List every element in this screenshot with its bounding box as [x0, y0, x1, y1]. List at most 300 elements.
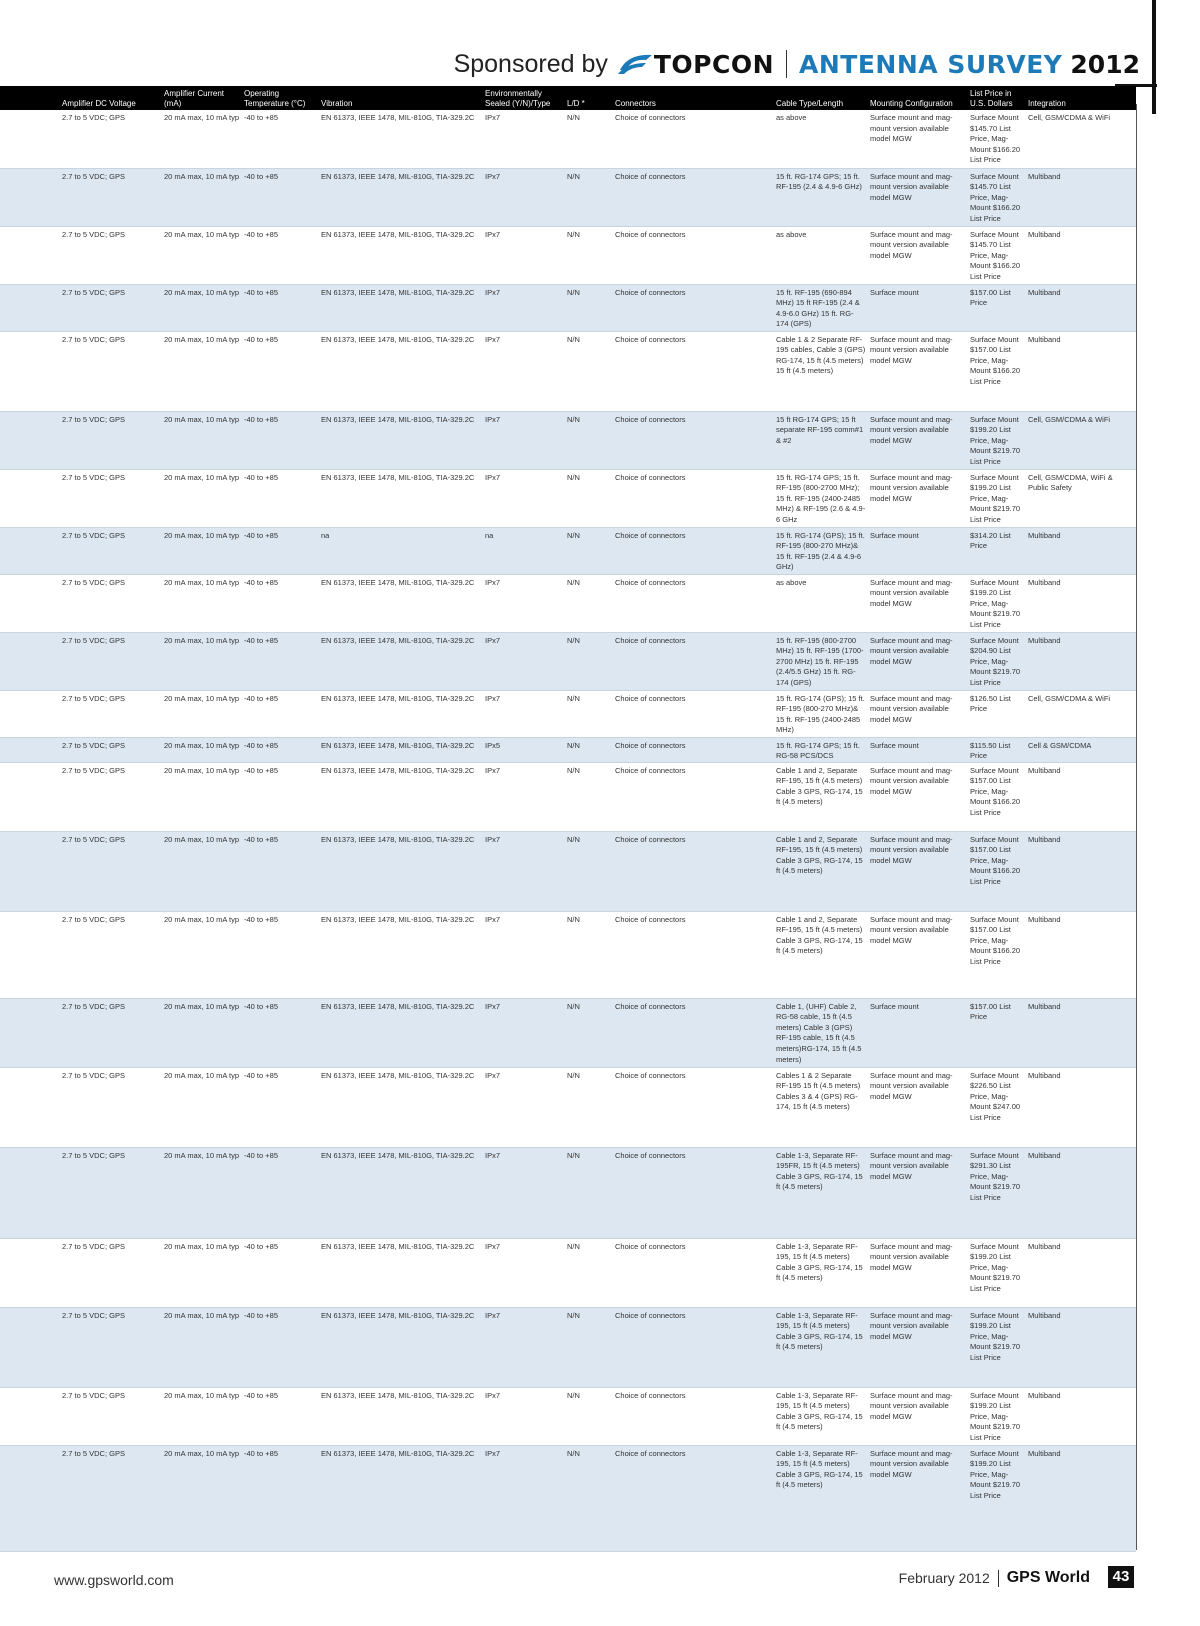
- table-cell: Multiband: [1028, 1448, 1061, 1458]
- column-header: Cable Type/Length: [776, 99, 844, 108]
- table-cell: N/N: [567, 287, 580, 297]
- table-cell: Choice of connectors: [615, 414, 686, 424]
- table-cell: Choice of connectors: [615, 1150, 686, 1160]
- table-cell: Surface mount and mag-mount version available model MGW: [870, 1448, 953, 1479]
- table-cell: IPx7: [485, 1310, 501, 1320]
- table-row: [0, 911, 1136, 998]
- row-spacer: [0, 1387, 60, 1445]
- table-cell: -40 to +85: [244, 334, 278, 344]
- table-cell: Cables 1 & 2 Separate RF-195 15 ft (4.5 meters) Cables 3 & 4 (GPS) RG-174, 15 ft (4.5 meters): [776, 1070, 861, 1112]
- table-cell: Surface mount and mag-mount version available model MGW: [870, 914, 953, 945]
- table-row: [0, 168, 1136, 226]
- table-cell: Multiband: [1028, 765, 1061, 775]
- table-row: [0, 1067, 1136, 1147]
- table-cell: -40 to +85: [244, 229, 278, 239]
- table-cell: 20 mA max, 10 mA typ: [164, 1310, 240, 1320]
- table-cell: IPx7: [485, 414, 501, 424]
- table-cell: 2.7 to 5 VDC; GPS: [62, 171, 125, 181]
- table-cell: 15 ft. RG-174 (GPS); 15 ft. RF-195 (800-270 MHz)& 15 ft. RF-195 (2.4 & 4.9-6 GHz): [776, 530, 865, 572]
- table-cell: 20 mA max, 10 mA typ: [164, 414, 240, 424]
- table-cell: Choice of connectors: [615, 334, 686, 344]
- table-cell: EN 61373, IEEE 1478, MIL-810G, TIA-329.2C: [321, 1150, 475, 1160]
- table-cell: N/N: [567, 1001, 580, 1011]
- table-cell: -40 to +85: [244, 530, 278, 540]
- table-cell: -40 to +85: [244, 834, 278, 844]
- table-cell: N/N: [567, 1390, 580, 1400]
- table-cell: Cell & GSM/CDMA: [1028, 740, 1092, 750]
- row-spacer: [0, 911, 60, 998]
- table-cell: Multiband: [1028, 530, 1061, 540]
- table-cell: Choice of connectors: [615, 1001, 686, 1011]
- row-spacer: [0, 831, 60, 911]
- table-cell: 20 mA max, 10 mA typ: [164, 1070, 240, 1080]
- column-header: Integration: [1028, 99, 1066, 108]
- table-cell: Surface Mount $204.90 List Price, Mag-Mount $219.70 List Price: [970, 635, 1021, 687]
- table-cell: EN 61373, IEEE 1478, MIL-810G, TIA-329.2C: [321, 693, 475, 703]
- table-cell: Cable 1-3, Separate RF-195, 15 ft (4.5 meters) Cable 3 GPS, RG-174, 15 ft (4.5 meters): [776, 1241, 863, 1283]
- column-header: Vibration: [321, 99, 353, 108]
- table-cell: 2.7 to 5 VDC; GPS: [62, 740, 125, 750]
- table-cell: 2.7 to 5 VDC; GPS: [62, 113, 125, 122]
- table-cell: N/N: [567, 229, 580, 239]
- table-cell: Cable 1-3, Separate RF-195, 15 ft (4.5 meters) Cable 3 GPS, RG-174, 15 ft (4.5 meters): [776, 1390, 863, 1432]
- table-cell: 20 mA max, 10 mA typ: [164, 1001, 240, 1011]
- table-cell: EN 61373, IEEE 1478, MIL-810G, TIA-329.2C: [321, 113, 475, 122]
- table-cell: IPx7: [485, 1448, 501, 1458]
- table-cell: IPx7: [485, 472, 501, 482]
- table-cell: Multiband: [1028, 1001, 1061, 1011]
- table-cell: Surface mount and mag-mount version available model MGW: [870, 229, 953, 260]
- row-spacer: [0, 762, 60, 831]
- table-cell: Choice of connectors: [615, 834, 686, 844]
- antenna-spec-table: [0, 86, 1136, 1552]
- table-cell: Surface mount and mag-mount version available model MGW: [870, 171, 953, 202]
- table-cell: Choice of connectors: [615, 113, 686, 122]
- table-cell: Choice of connectors: [615, 1448, 686, 1458]
- row-spacer: [0, 998, 60, 1067]
- table-cell: Choice of connectors: [615, 1241, 686, 1251]
- table-cell: na: [485, 530, 494, 540]
- table-header-row: [0, 86, 1136, 110]
- table-cell: 2.7 to 5 VDC; GPS: [62, 472, 125, 482]
- table-cell: 2.7 to 5 VDC; GPS: [62, 229, 125, 239]
- table-row: [0, 1147, 1136, 1238]
- table-cell: -40 to +85: [244, 635, 278, 645]
- table-cell: -40 to +85: [244, 414, 278, 424]
- table-cell: 2.7 to 5 VDC; GPS: [62, 693, 125, 703]
- table-cell: -40 to +85: [244, 914, 278, 924]
- page-edge-rule: [1152, 0, 1156, 114]
- table-cell: 2.7 to 5 VDC; GPS: [62, 914, 125, 924]
- table-row: [0, 737, 1136, 762]
- table-cell: IPx7: [485, 635, 501, 645]
- table-cell: 15 ft. RG-174 GPS; 15 ft. RG-58 PCS/DCS: [776, 740, 860, 761]
- table-cell: Choice of connectors: [615, 530, 686, 540]
- table-cell: 20 mA max, 10 mA typ: [164, 693, 240, 703]
- table-row: [0, 331, 1136, 411]
- row-spacer: [0, 110, 60, 168]
- column-header: Amplifier DC Voltage: [62, 99, 136, 108]
- table-cell: 2.7 to 5 VDC; GPS: [62, 1241, 125, 1251]
- table-cell: Choice of connectors: [615, 287, 686, 297]
- row-spacer: [0, 226, 60, 284]
- table-cell: Surface Mount $291.30 List Price, Mag-Mount $219.70 List Price: [970, 1150, 1021, 1203]
- topcon-logo: [616, 50, 774, 79]
- table-cell: N/N: [567, 1448, 580, 1458]
- table-cell: 2.7 to 5 VDC; GPS: [62, 577, 125, 587]
- table-cell: N/N: [567, 577, 580, 587]
- table-cell: Surface mount and mag-mount version available model MGW: [870, 765, 953, 796]
- table-cell: as above: [776, 229, 807, 239]
- table-cell: IPx7: [485, 834, 501, 844]
- table-cell: Surface Mount $145.70 List Price, Mag-Mount $166.20 List Price: [970, 229, 1021, 281]
- table-cell: Cell, GSM/CDMA & WiFi: [1028, 693, 1111, 703]
- table-cell: IPx7: [485, 1390, 501, 1400]
- header-divider: [786, 50, 787, 78]
- table-cell: Surface Mount $157.00 List Price, Mag-Mount $166.20 List Price: [970, 765, 1021, 818]
- table-cell: IPx7: [485, 1241, 501, 1251]
- table-row: [0, 284, 1136, 331]
- table-cell: Choice of connectors: [615, 472, 686, 482]
- table-cell: Cable 1-3, Separate RF-195FR, 15 ft (4.5 meters) Cable 3 GPS, RG-174, 15 ft (4.5 meters): [776, 1150, 863, 1192]
- table-cell: 2.7 to 5 VDC; GPS: [62, 1448, 125, 1458]
- table-cell: Cell, GSM/CDMA & WiFi: [1028, 414, 1111, 424]
- table-cell: Multiband: [1028, 1310, 1061, 1320]
- table-cell: EN 61373, IEEE 1478, MIL-810G, TIA-329.2C: [321, 334, 475, 344]
- table-cell: Multiband: [1028, 287, 1061, 297]
- table-cell: Cable 1 and 2, Separate RF-195, 15 ft (4.5 meters) Cable 3 GPS, RG-174, 15 ft (4.5 meters): [776, 834, 863, 876]
- row-spacer: [0, 1067, 60, 1147]
- table-cell: 2.7 to 5 VDC; GPS: [62, 1070, 125, 1080]
- table-cell: Cable 1 & 2 Separate RF-195 cables, Cable 3 (GPS) RG-174, 15 ft (4.5 meters) 15 ft (4.5 meters): [776, 334, 866, 376]
- table-cell: 15 ft. RF-195 (690-894 MHz) 15 ft RF-195 (2.4 & 4.9-6.0 GHz) 15 ft. RG-174 (GPS): [776, 287, 860, 329]
- table-cell: Surface Mount $157.00 List Price, Mag-Mount $166.20 List Price: [970, 334, 1021, 386]
- table-cell: -40 to +85: [244, 765, 278, 775]
- row-spacer: [0, 1238, 60, 1307]
- table-cell: N/N: [567, 693, 580, 703]
- column-header: Mounting Configuration: [870, 99, 953, 108]
- table-cell: Cell, GSM/CDMA & WiFi: [1028, 113, 1111, 122]
- table-cell: Surface Mount $157.00 List Price, Mag-Mount $166.20 List Price: [970, 834, 1021, 887]
- table-cell: EN 61373, IEEE 1478, MIL-810G, TIA-329.2C: [321, 171, 475, 181]
- table-cell: IPx5: [485, 740, 501, 750]
- table-cell: EN 61373, IEEE 1478, MIL-810G, TIA-329.2C: [321, 577, 475, 587]
- table-cell: Multiband: [1028, 577, 1061, 587]
- table-row: [0, 527, 1136, 574]
- table-cell: 2.7 to 5 VDC; GPS: [62, 530, 125, 540]
- table-cell: Surface mount and mag-mount version available model MGW: [870, 334, 953, 365]
- row-spacer: [0, 168, 60, 226]
- table-cell: IPx7: [485, 1150, 501, 1160]
- table-cell: as above: [776, 577, 807, 587]
- table-row: [0, 690, 1136, 737]
- row-spacer: [0, 1445, 60, 1551]
- table-cell: Choice of connectors: [615, 1310, 686, 1320]
- row-spacer: [0, 574, 60, 632]
- table-row: [0, 411, 1136, 469]
- header-spacer: [0, 86, 60, 110]
- row-spacer: [0, 632, 60, 690]
- table-cell: 2.7 to 5 VDC; GPS: [62, 635, 125, 645]
- table-cell: Surface Mount $145.70 List Price, Mag-Mount $166.20 List Price: [970, 171, 1021, 223]
- table-cell: IPx7: [485, 914, 501, 924]
- table-cell: 20 mA max, 10 mA typ: [164, 914, 240, 924]
- table-cell: IPx7: [485, 1070, 501, 1080]
- table-cell: N/N: [567, 1150, 580, 1160]
- table-cell: Cell, GSM/CDMA, WiFi & Public Safety: [1028, 472, 1113, 493]
- survey-year: 2012: [1070, 49, 1140, 79]
- table-row: [0, 1307, 1136, 1387]
- table-cell: Surface mount and mag-mount version available model MGW: [870, 1150, 953, 1181]
- table-cell: N/N: [567, 530, 580, 540]
- table-cell: Surface mount and mag-mount version available model MGW: [870, 414, 953, 445]
- page-number: 43: [1108, 1566, 1134, 1588]
- table-cell: IPx7: [485, 693, 501, 703]
- table-cell: Surface Mount $199.20 List Price, Mag-Mount $219.70 List Price: [970, 414, 1021, 466]
- table-cell: IPx7: [485, 229, 501, 239]
- table-cell: 2.7 to 5 VDC; GPS: [62, 287, 125, 297]
- sponsor-banner: [454, 44, 1140, 84]
- table-cell: Choice of connectors: [615, 229, 686, 239]
- table-cell: N/N: [567, 334, 580, 344]
- table-cell: N/N: [567, 472, 580, 482]
- table-cell: IPx7: [485, 334, 501, 344]
- table-cell: 2.7 to 5 VDC; GPS: [62, 334, 125, 344]
- table-cell: 2.7 to 5 VDC; GPS: [62, 765, 125, 775]
- table-cell: Choice of connectors: [615, 577, 686, 587]
- table-cell: 20 mA max, 10 mA typ: [164, 472, 240, 482]
- table-cell: Surface mount: [870, 530, 919, 540]
- table-cell: -40 to +85: [244, 1001, 278, 1011]
- column-header: L/D *: [567, 99, 585, 108]
- table-cell: 20 mA max, 10 mA typ: [164, 577, 240, 587]
- table-cell: EN 61373, IEEE 1478, MIL-810G, TIA-329.2C: [321, 740, 475, 750]
- column-header: Connectors: [615, 99, 656, 108]
- table-cell: N/N: [567, 834, 580, 844]
- table-cell: Multiband: [1028, 635, 1061, 645]
- table-row: [0, 632, 1136, 690]
- table-cell: 2.7 to 5 VDC; GPS: [62, 1390, 125, 1400]
- footer-magazine-name: GPS World: [1006, 1569, 1090, 1586]
- table-cell: IPx7: [485, 113, 501, 122]
- footer-issue-date: February 2012: [898, 1570, 990, 1586]
- table-cell: Choice of connectors: [615, 1390, 686, 1400]
- table-cell: Surface Mount $199.20 List Price, Mag-Mount $219.70 List Price: [970, 1448, 1021, 1501]
- table-cell: N/N: [567, 1241, 580, 1251]
- table-cell: Multiband: [1028, 229, 1061, 239]
- table-cell: Surface mount and mag-mount version available model MGW: [870, 472, 953, 503]
- table-cell: 20 mA max, 10 mA typ: [164, 1241, 240, 1251]
- table-cell: -40 to +85: [244, 113, 278, 122]
- table-cell: Multiband: [1028, 1070, 1061, 1080]
- row-spacer: [0, 690, 60, 737]
- table-cell: 20 mA max, 10 mA typ: [164, 834, 240, 844]
- table-cell: 20 mA max, 10 mA typ: [164, 635, 240, 645]
- table-cell: 20 mA max, 10 mA typ: [164, 334, 240, 344]
- table-cell: Surface Mount $157.00 List Price, Mag-Mount $166.20 List Price: [970, 914, 1021, 967]
- table-cell: Surface mount: [870, 1001, 919, 1011]
- table-cell: N/N: [567, 1310, 580, 1320]
- table-cell: -40 to +85: [244, 1390, 278, 1400]
- table-cell: 20 mA max, 10 mA typ: [164, 1448, 240, 1458]
- table-cell: -40 to +85: [244, 693, 278, 703]
- table-cell: Multiband: [1028, 914, 1061, 924]
- table-cell: Surface mount and mag-mount version available model MGW: [870, 635, 953, 666]
- table-cell: Surface Mount $199.20 List Price, Mag-Mount $219.70 List Price: [970, 1390, 1021, 1443]
- table-cell: EN 61373, IEEE 1478, MIL-810G, TIA-329.2C: [321, 765, 475, 775]
- table-cell: EN 61373, IEEE 1478, MIL-810G, TIA-329.2C: [321, 635, 475, 645]
- table-cell: IPx7: [485, 577, 501, 587]
- table-cell: 20 mA max, 10 mA typ: [164, 740, 240, 750]
- table-cell: EN 61373, IEEE 1478, MIL-810G, TIA-329.2C: [321, 229, 475, 239]
- table-right-rule: [1136, 104, 1137, 1550]
- table-cell: Surface mount and mag-mount version available model MGW: [870, 1310, 953, 1341]
- table-cell: Choice of connectors: [615, 1070, 686, 1080]
- table-cell: EN 61373, IEEE 1478, MIL-810G, TIA-329.2C: [321, 1310, 475, 1320]
- table-cell: -40 to +85: [244, 740, 278, 750]
- row-spacer: [0, 527, 60, 574]
- table-cell: -40 to +85: [244, 1150, 278, 1160]
- table-cell: Cable 1-3, Separate RF-195, 15 ft (4.5 meters) Cable 3 GPS, RG-174, 15 ft (4.5 meters): [776, 1448, 863, 1490]
- table-cell: Multiband: [1028, 1390, 1061, 1400]
- table-cell: 20 mA max, 10 mA typ: [164, 1150, 240, 1160]
- table-row: [0, 1387, 1136, 1445]
- table-cell: Surface mount and mag-mount version available model MGW: [870, 1070, 953, 1101]
- column-header: List Price in U.S. Dollars: [970, 89, 1013, 108]
- brand-name: TOPCON: [653, 49, 775, 79]
- column-header: Amplifier Current (mA): [164, 89, 225, 108]
- table-cell: IPx7: [485, 287, 501, 297]
- table-cell: 2.7 to 5 VDC; GPS: [62, 1001, 125, 1011]
- table-cell: EN 61373, IEEE 1478, MIL-810G, TIA-329.2C: [321, 1241, 475, 1251]
- table-cell: N/N: [567, 914, 580, 924]
- row-spacer: [0, 1147, 60, 1238]
- table-cell: 20 mA max, 10 mA typ: [164, 113, 240, 122]
- table-cell: -40 to +85: [244, 1448, 278, 1458]
- table-cell: Cable 1-3, Separate RF-195, 15 ft (4.5 meters) Cable 3 GPS, RG-174, 15 ft (4.5 meters): [776, 1310, 863, 1352]
- table-cell: Choice of connectors: [615, 914, 686, 924]
- table-cell: 20 mA max, 10 mA typ: [164, 530, 240, 540]
- table-cell: N/N: [567, 1070, 580, 1080]
- table-cell: na: [321, 530, 330, 540]
- table-cell: Multiband: [1028, 1241, 1061, 1251]
- table-cell: $115.50 List Price: [970, 740, 1011, 761]
- table-cell: -40 to +85: [244, 287, 278, 297]
- table-cell: N/N: [567, 635, 580, 645]
- table-cell: as above: [776, 113, 807, 122]
- table-cell: EN 61373, IEEE 1478, MIL-810G, TIA-329.2C: [321, 287, 475, 297]
- table-cell: Surface mount and mag-mount version available model MGW: [870, 577, 953, 608]
- table-cell: $157.00 List Price: [970, 287, 1011, 308]
- row-spacer: [0, 411, 60, 469]
- table-cell: Surface Mount $199.20 List Price, Mag-Mount $219.70 List Price: [970, 1310, 1021, 1363]
- table-cell: EN 61373, IEEE 1478, MIL-810G, TIA-329.2C: [321, 914, 475, 924]
- table-row: [0, 469, 1136, 527]
- sponsored-by-label: Sponsored by: [453, 49, 608, 78]
- footer-divider: [998, 1570, 999, 1587]
- table-cell: $314.20 List Price: [970, 530, 1011, 551]
- table-cell: 2.7 to 5 VDC; GPS: [62, 1150, 125, 1160]
- table-row: [0, 831, 1136, 911]
- table-cell: EN 61373, IEEE 1478, MIL-810G, TIA-329.2C: [321, 1070, 475, 1080]
- table-row: [0, 226, 1136, 284]
- column-header: Operating Temperature (°C): [244, 89, 306, 108]
- table-cell: 20 mA max, 10 mA typ: [164, 1390, 240, 1400]
- table-cell: IPx7: [485, 171, 501, 181]
- table-cell: EN 61373, IEEE 1478, MIL-810G, TIA-329.2C: [321, 1001, 475, 1011]
- antenna-table: [0, 86, 1136, 1552]
- table-cell: 15 ft. RG-174 GPS; 15 ft. RF-195 (2.4 & 4.9-6 GHz): [776, 171, 862, 192]
- table-cell: -40 to +85: [244, 1310, 278, 1320]
- table-row: [0, 110, 1136, 168]
- table-cell: $126.50 List Price: [970, 693, 1011, 714]
- table-cell: N/N: [567, 171, 580, 181]
- table-cell: N/N: [567, 414, 580, 424]
- table-cell: Choice of connectors: [615, 693, 686, 703]
- table-cell: EN 61373, IEEE 1478, MIL-810G, TIA-329.2C: [321, 472, 475, 482]
- table-cell: 2.7 to 5 VDC; GPS: [62, 1310, 125, 1320]
- table-cell: 20 mA max, 10 mA typ: [164, 765, 240, 775]
- table-cell: Choice of connectors: [615, 740, 686, 750]
- table-row: [0, 998, 1136, 1067]
- table-cell: Surface Mount $199.20 List Price, Mag-Mount $219.70 List Price: [970, 1241, 1021, 1294]
- table-cell: Surface Mount $199.20 List Price, Mag-Mount $219.70 List Price: [970, 472, 1021, 524]
- table-cell: Surface mount: [870, 740, 919, 750]
- survey-title: ANTENNA SURVEY: [799, 49, 1063, 79]
- table-cell: Surface mount and mag-mount version available model MGW: [870, 1241, 953, 1272]
- table-cell: 20 mA max, 10 mA typ: [164, 171, 240, 181]
- table-cell: Multiband: [1028, 334, 1061, 344]
- table-cell: Cable 1, (UHF) Cable 2, RG-58 cable, 15 ft (4.5 meters) Cable 3 (GPS) RF-195 cable, 15 ft (4.5 meters)RG-174, 15 ft (4.5 meters): [776, 1001, 862, 1064]
- row-spacer: [0, 469, 60, 527]
- table-cell: Choice of connectors: [615, 171, 686, 181]
- table-body: [0, 110, 1136, 1551]
- table-row: [0, 1238, 1136, 1307]
- table-cell: N/N: [567, 113, 580, 122]
- row-spacer: [0, 284, 60, 331]
- table-cell: Multiband: [1028, 1150, 1061, 1160]
- table-cell: -40 to +85: [244, 472, 278, 482]
- table-cell: IPx7: [485, 765, 501, 775]
- table-cell: Cable 1 and 2, Separate RF-195, 15 ft (4.5 meters) Cable 3 GPS, RG-174, 15 ft (4.5 meters): [776, 765, 863, 807]
- table-row: [0, 762, 1136, 831]
- table-cell: N/N: [567, 765, 580, 775]
- table-cell: -40 to +85: [244, 1070, 278, 1080]
- table-cell: Surface Mount $226.50 List Price, Mag-Mount $247.00 List Price: [970, 1070, 1021, 1123]
- row-spacer: [0, 331, 60, 411]
- table-cell: N/N: [567, 740, 580, 750]
- table-cell: 15 ft RG-174 GPS; 15 ft separate RF-195 comm#1 & #2: [776, 414, 864, 445]
- table-row: [0, 1445, 1136, 1551]
- table-cell: Surface mount and mag-mount version available model MGW: [870, 113, 953, 144]
- table-cell: Surface mount: [870, 287, 919, 297]
- table-cell: $157.00 List Price: [970, 1001, 1011, 1022]
- table-cell: EN 61373, IEEE 1478, MIL-810G, TIA-329.2C: [321, 1448, 475, 1458]
- table-row: [0, 574, 1136, 632]
- table-cell: -40 to +85: [244, 577, 278, 587]
- table-cell: Surface Mount $199.20 List Price, Mag-Mount $219.70 List Price: [970, 577, 1021, 629]
- table-cell: Choice of connectors: [615, 635, 686, 645]
- table-cell: 15 ft. RF-195 (800-2700 MHz) 15 ft. RF-195 (1700-2700 MHz) 15 ft. RF-195 (2.4/5.5 GHz) 15 ft. RG-174 (GPS): [776, 635, 864, 687]
- table-cell: -40 to +85: [244, 171, 278, 181]
- table-cell: 15 ft. RG-174 (GPS); 15 ft. RF-195 (800-270 MHz)& 15 ft. RF-195 (2400-2485 MHz): [776, 693, 865, 735]
- row-spacer: [0, 737, 60, 762]
- footer-issue-info: [899, 1569, 1090, 1587]
- table-cell: Choice of connectors: [615, 765, 686, 775]
- table-cell: Multiband: [1028, 834, 1061, 844]
- table-cell: IPx7: [485, 1001, 501, 1011]
- footer-url: www.gpsworld.com: [54, 1572, 174, 1588]
